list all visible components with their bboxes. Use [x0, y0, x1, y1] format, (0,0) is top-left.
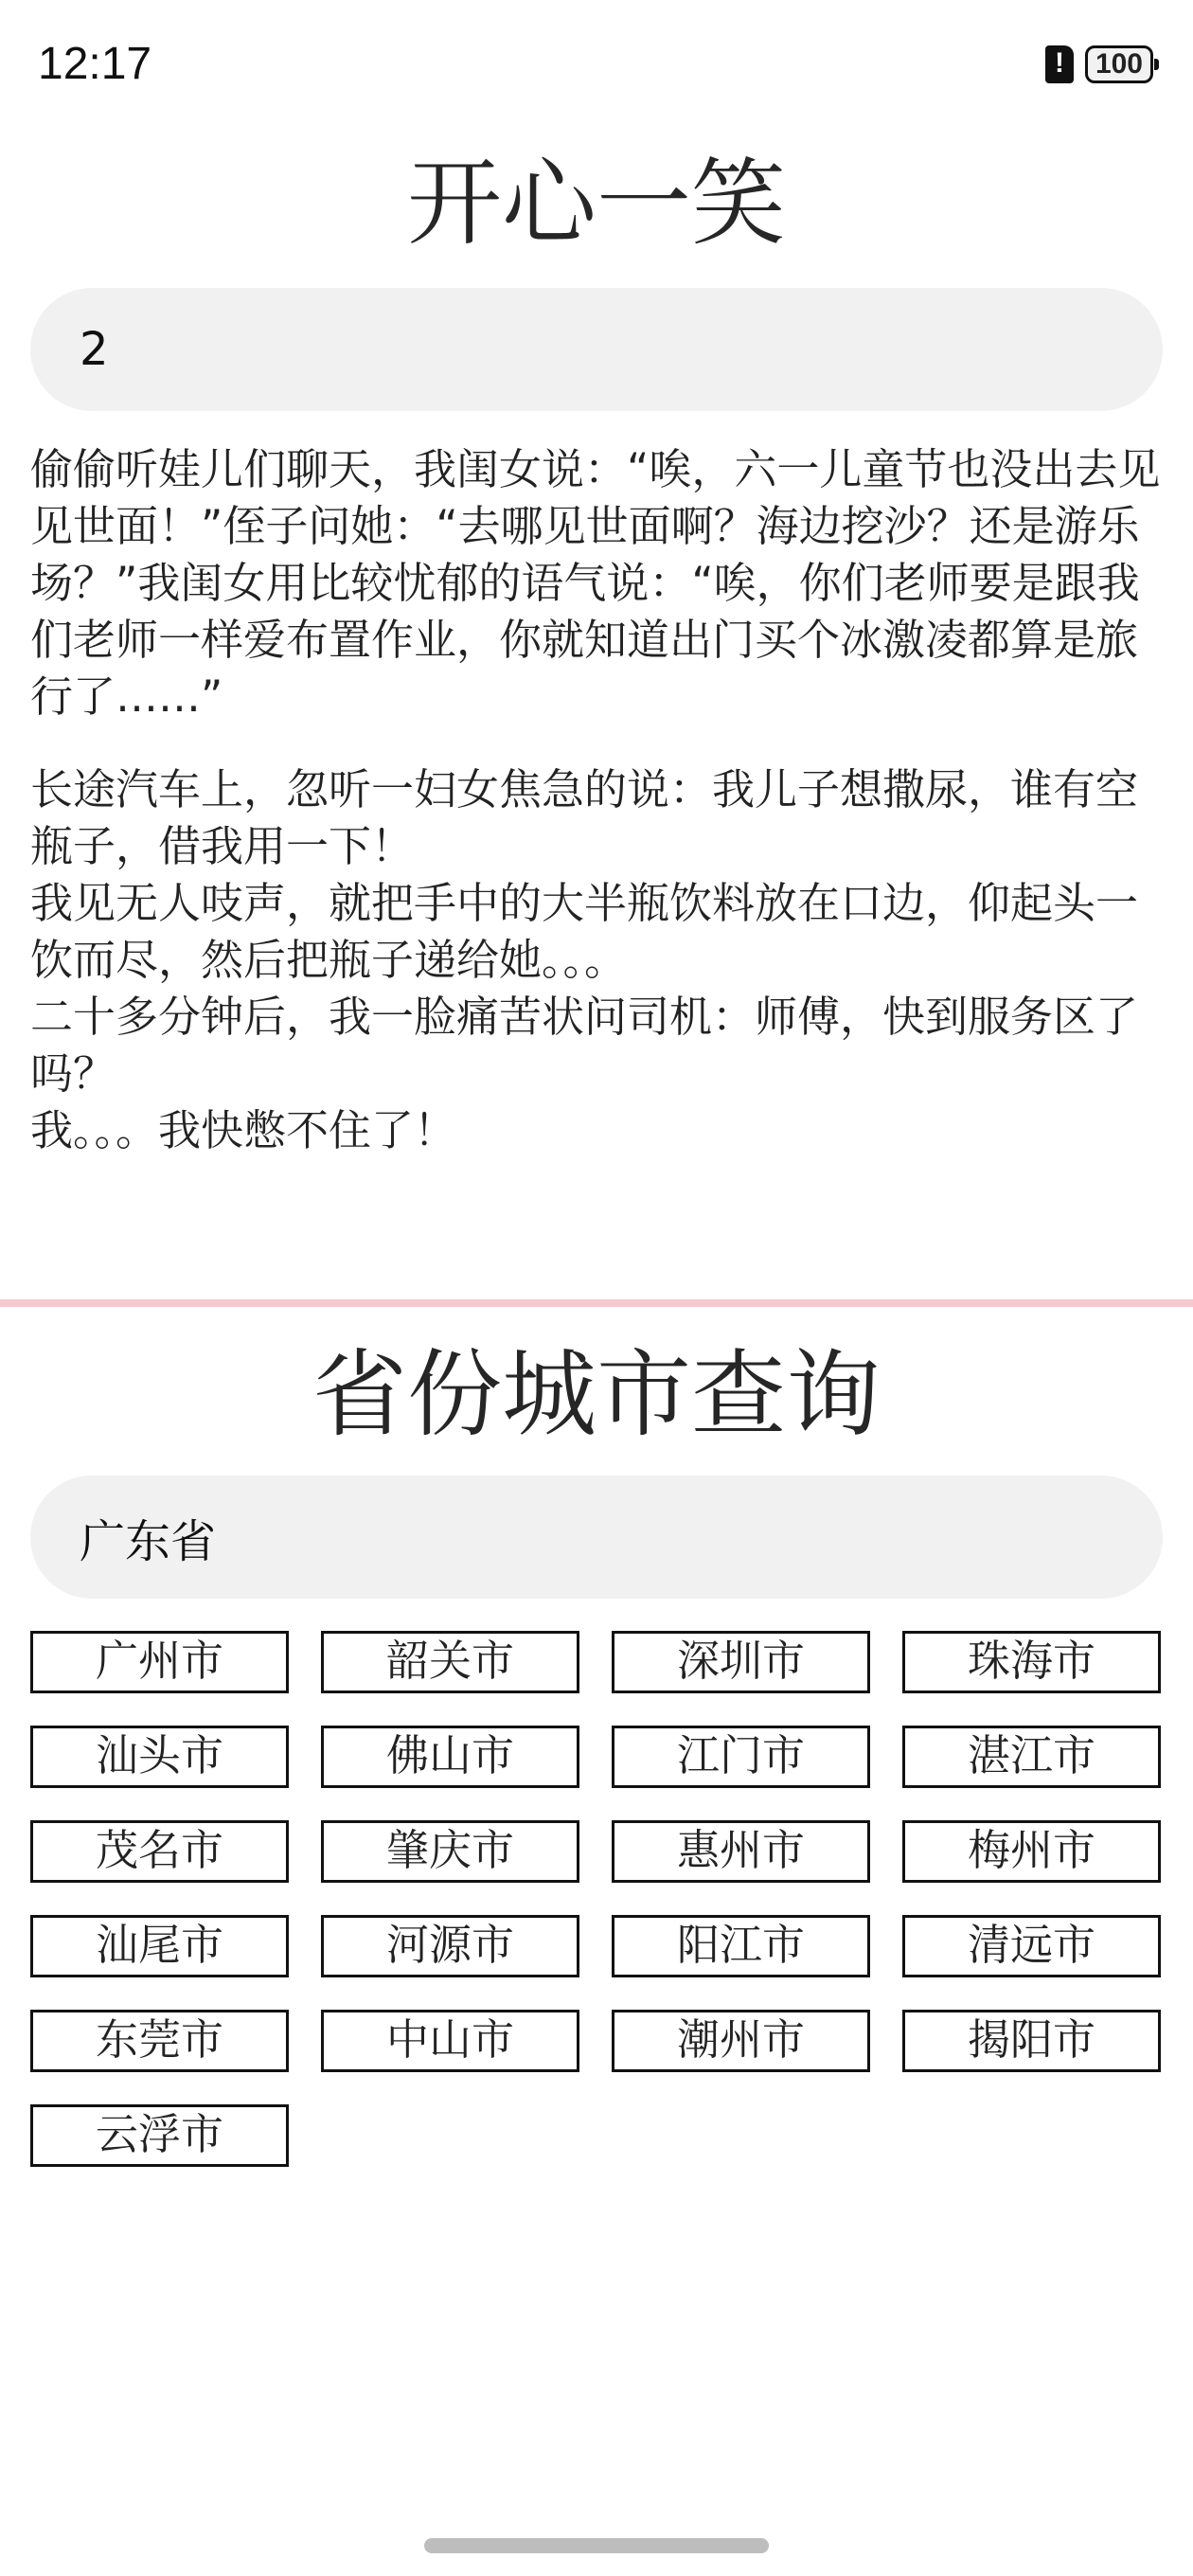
city-button[interactable]: 阳江市: [612, 1915, 870, 1977]
city-button[interactable]: 云浮市: [30, 2104, 289, 2167]
city-button[interactable]: 深圳市: [612, 1631, 870, 1693]
home-indicator[interactable]: [424, 2538, 769, 2553]
city-button[interactable]: 佛山市: [321, 1726, 579, 1788]
city-button[interactable]: 潮州市: [612, 2010, 870, 2072]
city-button[interactable]: 梅州市: [902, 1820, 1161, 1883]
status-bar: [0, 0, 1193, 133]
city-button[interactable]: 揭阳市: [902, 2010, 1161, 2072]
city-query-title: 省份城市查询: [312, 1339, 881, 1450]
city-button-grid: [30, 1631, 1163, 2167]
joke-count-input[interactable]: [30, 288, 1163, 411]
city-button[interactable]: 湛江市: [902, 1726, 1161, 1788]
city-button[interactable]: 清远市: [902, 1915, 1161, 1977]
city-button[interactable]: 茂名市: [30, 1820, 289, 1883]
city-button[interactable]: 江门市: [612, 1726, 870, 1788]
city-button[interactable]: 河源市: [321, 1915, 579, 1977]
city-button[interactable]: 中山市: [321, 2010, 579, 2072]
city-button[interactable]: 汕尾市: [30, 1915, 289, 1977]
province-input[interactable]: [30, 1476, 1163, 1599]
city-button[interactable]: 肇庆市: [321, 1820, 579, 1883]
battery-icon: 100: [1085, 45, 1153, 83]
city-button[interactable]: 广州市: [30, 1631, 289, 1693]
section-divider: [0, 1299, 1193, 1307]
city-button[interactable]: 韶关市: [321, 1631, 579, 1693]
city-button[interactable]: 惠州市: [612, 1820, 870, 1883]
status-icons: [1045, 45, 1153, 83]
status-time: 12:17: [38, 39, 152, 89]
sim-alert-icon: [1045, 45, 1074, 83]
joke-text-2: 长途汽车上，忽听一妇女焦急的说：我儿子想撒尿，谁有空瓶子，借我用一下！ 我见无人吱声，就把手中的大半瓶饮料放在口边，仰起头一饮而尽，然后把瓶子递给她。。。 二十多分钟后，我一脸痛苦状问司机：师傅，快到服务区了吗？ 我。。。我快憋不住了！: [30, 764, 1139, 1155]
joke-text-1: 偷偷听娃儿们聊天，我闺女说：“唉，六一儿童节也没出去见见世面！”侄子问她：“去哪见世面啊？海边挖沙？还是游乐场？”我闺女用比较忧郁的语气说：“唉，你们老师要是跟我们老师一样爱布置作业，你就知道出门买个冰激凌都算是旅行了……”: [30, 444, 1161, 722]
joke-title: 开心一笑: [407, 148, 786, 259]
city-button[interactable]: 汕头市: [30, 1726, 289, 1788]
city-button[interactable]: 东莞市: [30, 2010, 289, 2072]
city-button[interactable]: 珠海市: [902, 1631, 1161, 1693]
